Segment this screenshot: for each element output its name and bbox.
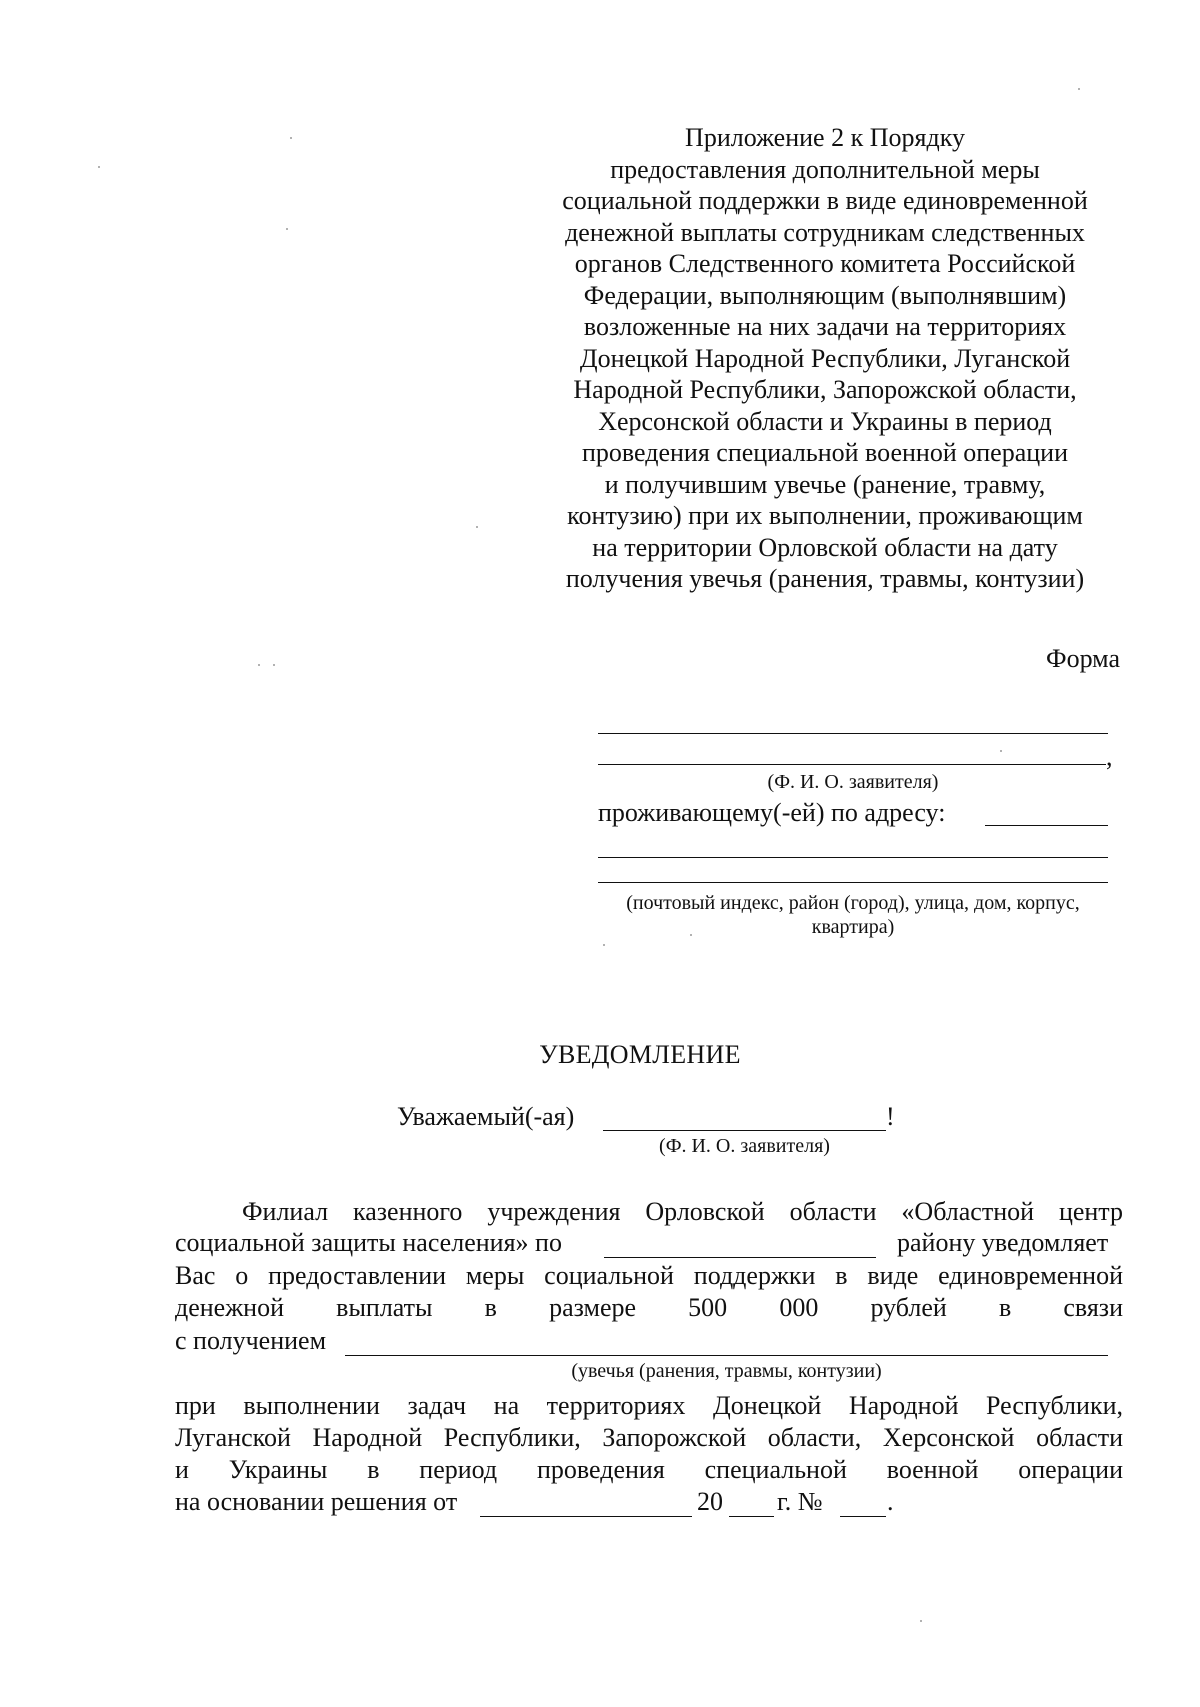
body-line: социальной защиты населения» по — [175, 1228, 562, 1257]
injury-blank[interactable] — [345, 1355, 1108, 1356]
greeting-label: Уважаемый(-ая) — [397, 1102, 575, 1131]
scan-speck — [1000, 750, 1002, 752]
address-blank-3[interactable] — [598, 882, 1108, 883]
residing-label: проживающему(-ей) по адресу: — [598, 798, 946, 827]
injury-caption: (увечья (ранения, травмы, контузии) — [571, 1360, 882, 1382]
decision-date-blank[interactable] — [480, 1516, 692, 1517]
body-line: на основании решения от — [175, 1487, 458, 1516]
district-blank[interactable] — [604, 1257, 876, 1258]
address-caption: квартира) — [811, 916, 895, 938]
scan-speck — [258, 664, 260, 666]
scan-speck — [603, 944, 605, 946]
appendix-line: возложенные на них задачи на территориях — [583, 312, 1067, 341]
appendix-line: денежной выплаты сотрудникам следственных — [565, 217, 1085, 247]
appendix-line: Федерации, выполняющим (выполнявшим) — [583, 280, 1067, 310]
body-line: и Украины в период проведения специальной военной операции — [175, 1455, 1123, 1484]
address-caption: (почтовый индекс, район (город), улица, дом, корпус, — [626, 892, 1080, 914]
appendix-line: Приложение 2 к Порядку — [685, 123, 965, 152]
body-line: Филиал казенного учреждения Орловской области «Областной центр — [242, 1197, 1123, 1226]
appendix-line: предоставления дополнительной меры — [610, 154, 1040, 184]
decision-year-blank[interactable] — [729, 1516, 774, 1517]
greeting-fio-caption: (Ф. И. О. заявителя) — [659, 1135, 830, 1157]
appendix-line: и получившим увечье (ранение, травму, — [604, 469, 1046, 499]
final-period: . — [887, 1487, 894, 1516]
scan-speck — [273, 664, 275, 666]
greeting-exclamation: ! — [886, 1102, 895, 1131]
applicant-name-blank-1[interactable] — [598, 733, 1108, 734]
address-blank-2[interactable] — [598, 857, 1108, 858]
notice-title: УВЕДОМЛЕНИЕ — [539, 1040, 741, 1069]
body-line: с получением — [175, 1326, 327, 1355]
appendix-line: органов Следственного комитета Российской — [574, 249, 1076, 278]
appendix-line: социальной поддержки в виде единовременной — [562, 186, 1088, 215]
body-line: Вас о предоставлении меры социальной поддержки в виде единовременной — [175, 1261, 1123, 1290]
scan-speck — [286, 228, 288, 230]
decision-number-blank[interactable] — [840, 1516, 886, 1517]
appendix-line: Херсонской области и Украины в период — [598, 406, 1052, 436]
appendix-line: получения увечья (ранения, травмы, контузии) — [565, 564, 1085, 593]
address-blank-1[interactable] — [985, 825, 1108, 826]
year-prefix: 20 — [697, 1487, 723, 1516]
year-suffix: г. № — [777, 1487, 823, 1516]
appendix-line: Донецкой Народной Республики, Луганской — [579, 343, 1071, 373]
scan-speck — [476, 526, 478, 528]
body-line: денежной выплаты в размере 500 000 рублей в связи — [175, 1293, 1123, 1322]
body-line: при выполнении задач на территориях Донецкой Народной Республики, — [175, 1391, 1123, 1420]
applicant-name-blank-2[interactable] — [598, 764, 1106, 765]
scan-speck — [1078, 88, 1080, 90]
appendix-line: проведения специальной военной операции — [582, 438, 1068, 467]
greeting-name-blank[interactable] — [603, 1130, 886, 1131]
form-label: Форма — [1046, 644, 1120, 673]
appendix-line: Народной Республики, Запорожской области, — [573, 375, 1077, 404]
scan-speck — [98, 166, 100, 168]
appendix-line: контузию) при их выполнении, проживающим — [567, 501, 1083, 530]
scan-speck — [290, 137, 292, 139]
body-line: Луганской Народной Республики, Запорожской области, Херсонской области — [175, 1423, 1123, 1452]
scan-speck — [920, 1620, 922, 1622]
applicant-fio-caption: (Ф. И. О. заявителя) — [767, 771, 939, 793]
appendix-line: на территории Орловской области на дату — [592, 532, 1058, 562]
appendix-header — [530, 122, 1120, 595]
body-line: району уведомляет — [897, 1228, 1109, 1257]
comma: , — [1106, 742, 1113, 771]
